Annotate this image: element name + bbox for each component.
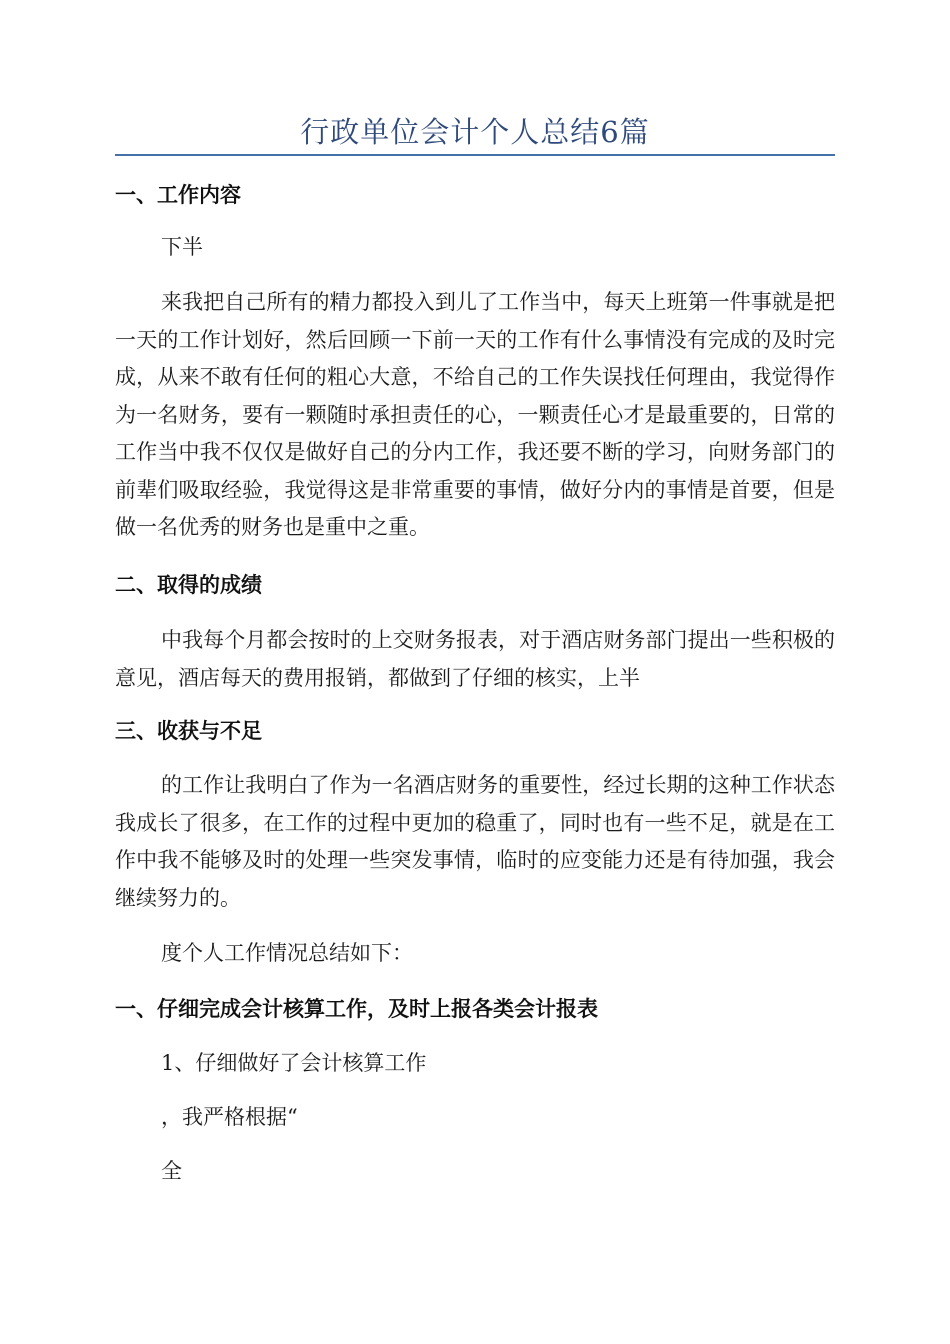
document-title: 行政单位会计个人总结6篇 (300, 115, 650, 149)
paragraph: 度个人工作情况总结如下： (161, 941, 413, 965)
paragraph: 下半 (161, 235, 203, 259)
section-heading-accounting: 一、仔细完成会计核算工作，及时上报各类会计报表 (115, 997, 598, 1021)
paragraph: 来我把自己所有的精力都投入到儿了工作当中，每天上班第一件事就是把一天的工作计划好，然后回顾一下前一天的工作有什么事情没有完成的及时完成，从来不敢有任何的粗心大意，不给自己的工作失误找任何理由，我觉得作为一名财务，要有一颗随时承担责任的心，一颗责任心才是最重要的，日常的工作当中我不仅仅是做好自己的分内工作，我还要不断的学习，向财务部门的前辈们吸取经验，我觉得这是非常重要的事情，做好分内的事情是首要，但是做一名优秀的财务也是重中之重。 (115, 290, 835, 539)
paragraph: 中我每个月都会按时的上交财务报表，对于酒店财务部门提出一些积极的意见，酒店每天的费用报销，都做到了仔细的核实，上半 (115, 628, 835, 690)
paragraph: 的工作让我明白了作为一名酒店财务的重要性，经过长期的这种工作状态我成长了很多，在工作的过程中更加的稳重了，同时也有一些不足，就是在工作中我不能够及时的处理一些突发事情，临时的应变能力还是有待加强，我会继续努力的。 (115, 773, 835, 910)
section-heading-gains-shortcomings: 三、收获与不足 (115, 719, 262, 743)
section-heading-work-content: 一、工作内容 (115, 183, 241, 207)
paragraph: 全 (161, 1159, 182, 1183)
title-underline (115, 154, 835, 156)
section-heading-achievements: 二、取得的成绩 (115, 573, 262, 597)
paragraph: 1、仔细做好了会计核算工作 (161, 1051, 427, 1075)
paragraph: ，我严格根据“ (161, 1105, 298, 1129)
